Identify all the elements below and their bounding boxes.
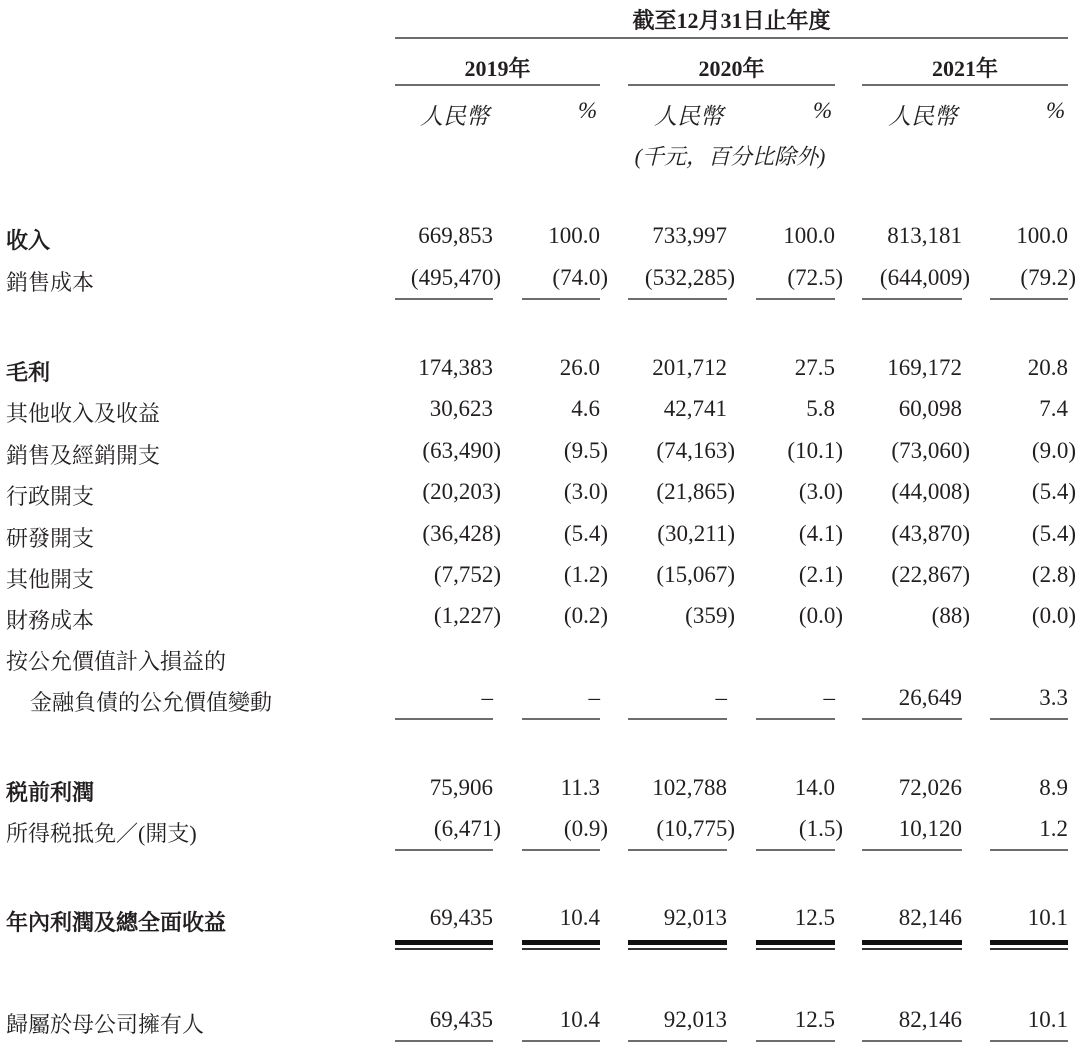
percent-cell: – [588, 685, 600, 710]
percent-cell: 14.0 [794, 775, 835, 800]
double-underline [522, 940, 600, 945]
percent-cell: 11.3 [560, 775, 600, 800]
row-label: 毛利 [6, 360, 51, 385]
amount-cell: (73,060) [891, 438, 970, 463]
percent-cell: 10.1 [1027, 905, 1068, 930]
subtotal-underline [756, 1040, 835, 1042]
percent-cell: (79.2) [1020, 265, 1076, 290]
percent-label: % [813, 98, 833, 123]
double-underline [756, 948, 835, 950]
percent-label: % [1046, 98, 1066, 123]
amount-cell: 26,649 [898, 685, 962, 710]
percent-cell: (4.1) [798, 521, 843, 546]
subtotal-underline [862, 298, 962, 300]
currency-label: 人民幣 [888, 104, 957, 129]
subtotal-underline [395, 298, 493, 300]
percent-cell: 7.4 [1039, 396, 1068, 421]
subtotal-underline [990, 298, 1068, 300]
amount-cell: 82,146 [898, 905, 962, 930]
subtotal-underline [628, 849, 727, 851]
amount-cell: (36,428) [422, 521, 501, 546]
amount-cell: 174,383 [418, 355, 493, 380]
percent-cell: (2.1) [798, 562, 843, 587]
amount-cell: (1,227) [433, 603, 501, 628]
amount-cell: (359) [685, 603, 735, 628]
percent-cell: (74.0) [552, 265, 608, 290]
row-label: 銷售及經銷開支 [6, 443, 161, 468]
amount-cell: 69,435 [429, 905, 493, 930]
amount-cell: (7,752) [433, 562, 501, 587]
subtotal-underline [522, 1040, 600, 1042]
percent-cell: (5.4) [1031, 521, 1076, 546]
subtotal-underline [990, 718, 1068, 720]
double-underline [522, 948, 600, 950]
amount-cell: 75,906 [429, 775, 493, 800]
amount-cell: – [481, 685, 493, 710]
amount-cell: (6,471) [433, 816, 501, 841]
row-label: 所得税抵免／(開支) [6, 821, 197, 846]
percent-cell: 8.9 [1039, 775, 1068, 800]
amount-cell: – [715, 685, 727, 710]
percent-cell: (72.5) [787, 265, 843, 290]
percent-cell: 10.4 [559, 905, 600, 930]
double-underline [756, 940, 835, 945]
amount-cell: 30,623 [429, 396, 493, 421]
subtotal-underline [756, 718, 835, 720]
percent-cell: 100.0 [1016, 223, 1068, 248]
year-divider [862, 84, 1068, 86]
double-underline [628, 948, 727, 950]
amount-cell: 201,712 [652, 355, 727, 380]
percent-cell: 10.1 [1027, 1007, 1068, 1032]
header-divider [395, 37, 1068, 39]
subtotal-underline [756, 298, 835, 300]
amount-cell: (495,470) [410, 265, 501, 290]
amount-cell: 82,146 [898, 1007, 962, 1032]
row-label: 按公允價值計入損益的 [6, 649, 227, 674]
percent-cell: (2.8) [1031, 562, 1076, 587]
amount-cell: (644,009) [879, 265, 970, 290]
double-underline [628, 940, 727, 945]
percent-cell: 10.4 [559, 1007, 600, 1032]
amount-cell: (22,867) [891, 562, 970, 587]
amount-cell: 733,997 [652, 223, 727, 248]
percent-label: % [578, 98, 598, 123]
subtotal-underline [862, 1040, 962, 1042]
subtotal-underline [395, 1040, 493, 1042]
percent-cell: 1.2 [1039, 816, 1068, 841]
double-underline [990, 940, 1068, 945]
percent-cell: (3.0) [563, 479, 608, 504]
percent-cell: 12.5 [794, 1007, 835, 1032]
subtotal-underline [990, 1040, 1068, 1042]
period-title: 截至12月31日止年度 [632, 8, 831, 33]
amount-cell: (532,285) [644, 265, 735, 290]
row-label: 收入 [6, 228, 51, 253]
percent-cell: – [823, 685, 835, 710]
row-label: 其他開支 [6, 567, 95, 592]
percent-cell: (10.1) [787, 438, 843, 463]
amount-cell: 669,853 [418, 223, 493, 248]
row-label: 行政開支 [6, 484, 95, 509]
percent-cell: 26.0 [559, 355, 600, 380]
subtotal-underline [862, 849, 962, 851]
percent-cell: (9.5) [563, 438, 608, 463]
amount-cell: 69,435 [429, 1007, 493, 1032]
percent-cell: 20.8 [1027, 355, 1068, 380]
row-label: 歸屬於母公司擁有人 [6, 1012, 205, 1037]
percent-cell: (1.2) [563, 562, 608, 587]
subtotal-underline [628, 1040, 727, 1042]
amount-cell: (10,775) [656, 816, 735, 841]
subtotal-underline [990, 849, 1068, 851]
year-2019: 2019年 [464, 56, 531, 81]
amount-cell: 169,172 [887, 355, 962, 380]
row-label: 其他收入及收益 [6, 401, 161, 426]
amount-cell: 72,026 [898, 775, 962, 800]
amount-cell: 92,013 [663, 905, 727, 930]
percent-cell: 100.0 [783, 223, 835, 248]
amount-cell: (63,490) [422, 438, 501, 463]
percent-cell: 12.5 [794, 905, 835, 930]
percent-cell: (5.4) [563, 521, 608, 546]
double-underline [395, 940, 493, 945]
double-underline [862, 948, 962, 950]
percent-cell: (9.0) [1031, 438, 1076, 463]
double-underline [990, 948, 1068, 950]
row-label: 税前利潤 [6, 780, 95, 805]
subtotal-underline [628, 298, 727, 300]
amount-cell: (88) [931, 603, 970, 628]
row-label: 研發開支 [6, 526, 95, 551]
percent-cell: (0.2) [563, 603, 608, 628]
amount-cell: 10,120 [898, 816, 962, 841]
amount-cell: 92,013 [663, 1007, 727, 1032]
subtotal-underline [862, 718, 962, 720]
subtotal-underline [628, 718, 727, 720]
subtotal-underline [522, 718, 600, 720]
percent-cell: 4.6 [571, 396, 600, 421]
row-label: 年內利潤及總全面收益 [6, 910, 227, 935]
amount-cell: (74,163) [656, 438, 735, 463]
amount-cell: (15,067) [656, 562, 735, 587]
row-label: 財務成本 [6, 608, 95, 633]
amount-cell: 102,788 [652, 775, 727, 800]
subtotal-underline [395, 718, 493, 720]
percent-cell: 5.8 [806, 396, 835, 421]
double-underline [862, 940, 962, 945]
percent-cell: 100.0 [548, 223, 600, 248]
percent-cell: (1.5) [798, 816, 843, 841]
subtotal-underline [395, 849, 493, 851]
row-label: 金融負債的公允價值變動 [30, 690, 273, 715]
percent-cell: (3.0) [798, 479, 843, 504]
subtotal-underline [522, 849, 600, 851]
percent-cell: (0.0) [798, 603, 843, 628]
year-2020: 2020年 [698, 56, 765, 81]
amount-cell: 42,741 [663, 396, 727, 421]
percent-cell: 27.5 [794, 355, 835, 380]
amount-cell: (43,870) [891, 521, 970, 546]
amount-cell: 60,098 [898, 396, 962, 421]
year-divider [628, 84, 835, 86]
percent-cell: 3.3 [1039, 685, 1068, 710]
amount-cell: (30,211) [657, 521, 735, 546]
subtotal-underline [756, 849, 835, 851]
percent-cell: (5.4) [1031, 479, 1076, 504]
subtotal-underline [522, 298, 600, 300]
year-2021: 2021年 [931, 56, 998, 81]
unit-note: (千元，百分比除外) [634, 144, 826, 169]
amount-cell: 813,181 [887, 223, 962, 248]
currency-label: 人民幣 [420, 104, 489, 129]
year-divider [395, 84, 600, 86]
currency-label: 人民幣 [654, 104, 723, 129]
percent-cell: (0.0) [1031, 603, 1076, 628]
row-label: 銷售成本 [6, 270, 95, 295]
amount-cell: (20,203) [422, 479, 501, 504]
amount-cell: (44,008) [891, 479, 970, 504]
percent-cell: (0.9) [563, 816, 608, 841]
amount-cell: (21,865) [656, 479, 735, 504]
double-underline [395, 948, 493, 950]
